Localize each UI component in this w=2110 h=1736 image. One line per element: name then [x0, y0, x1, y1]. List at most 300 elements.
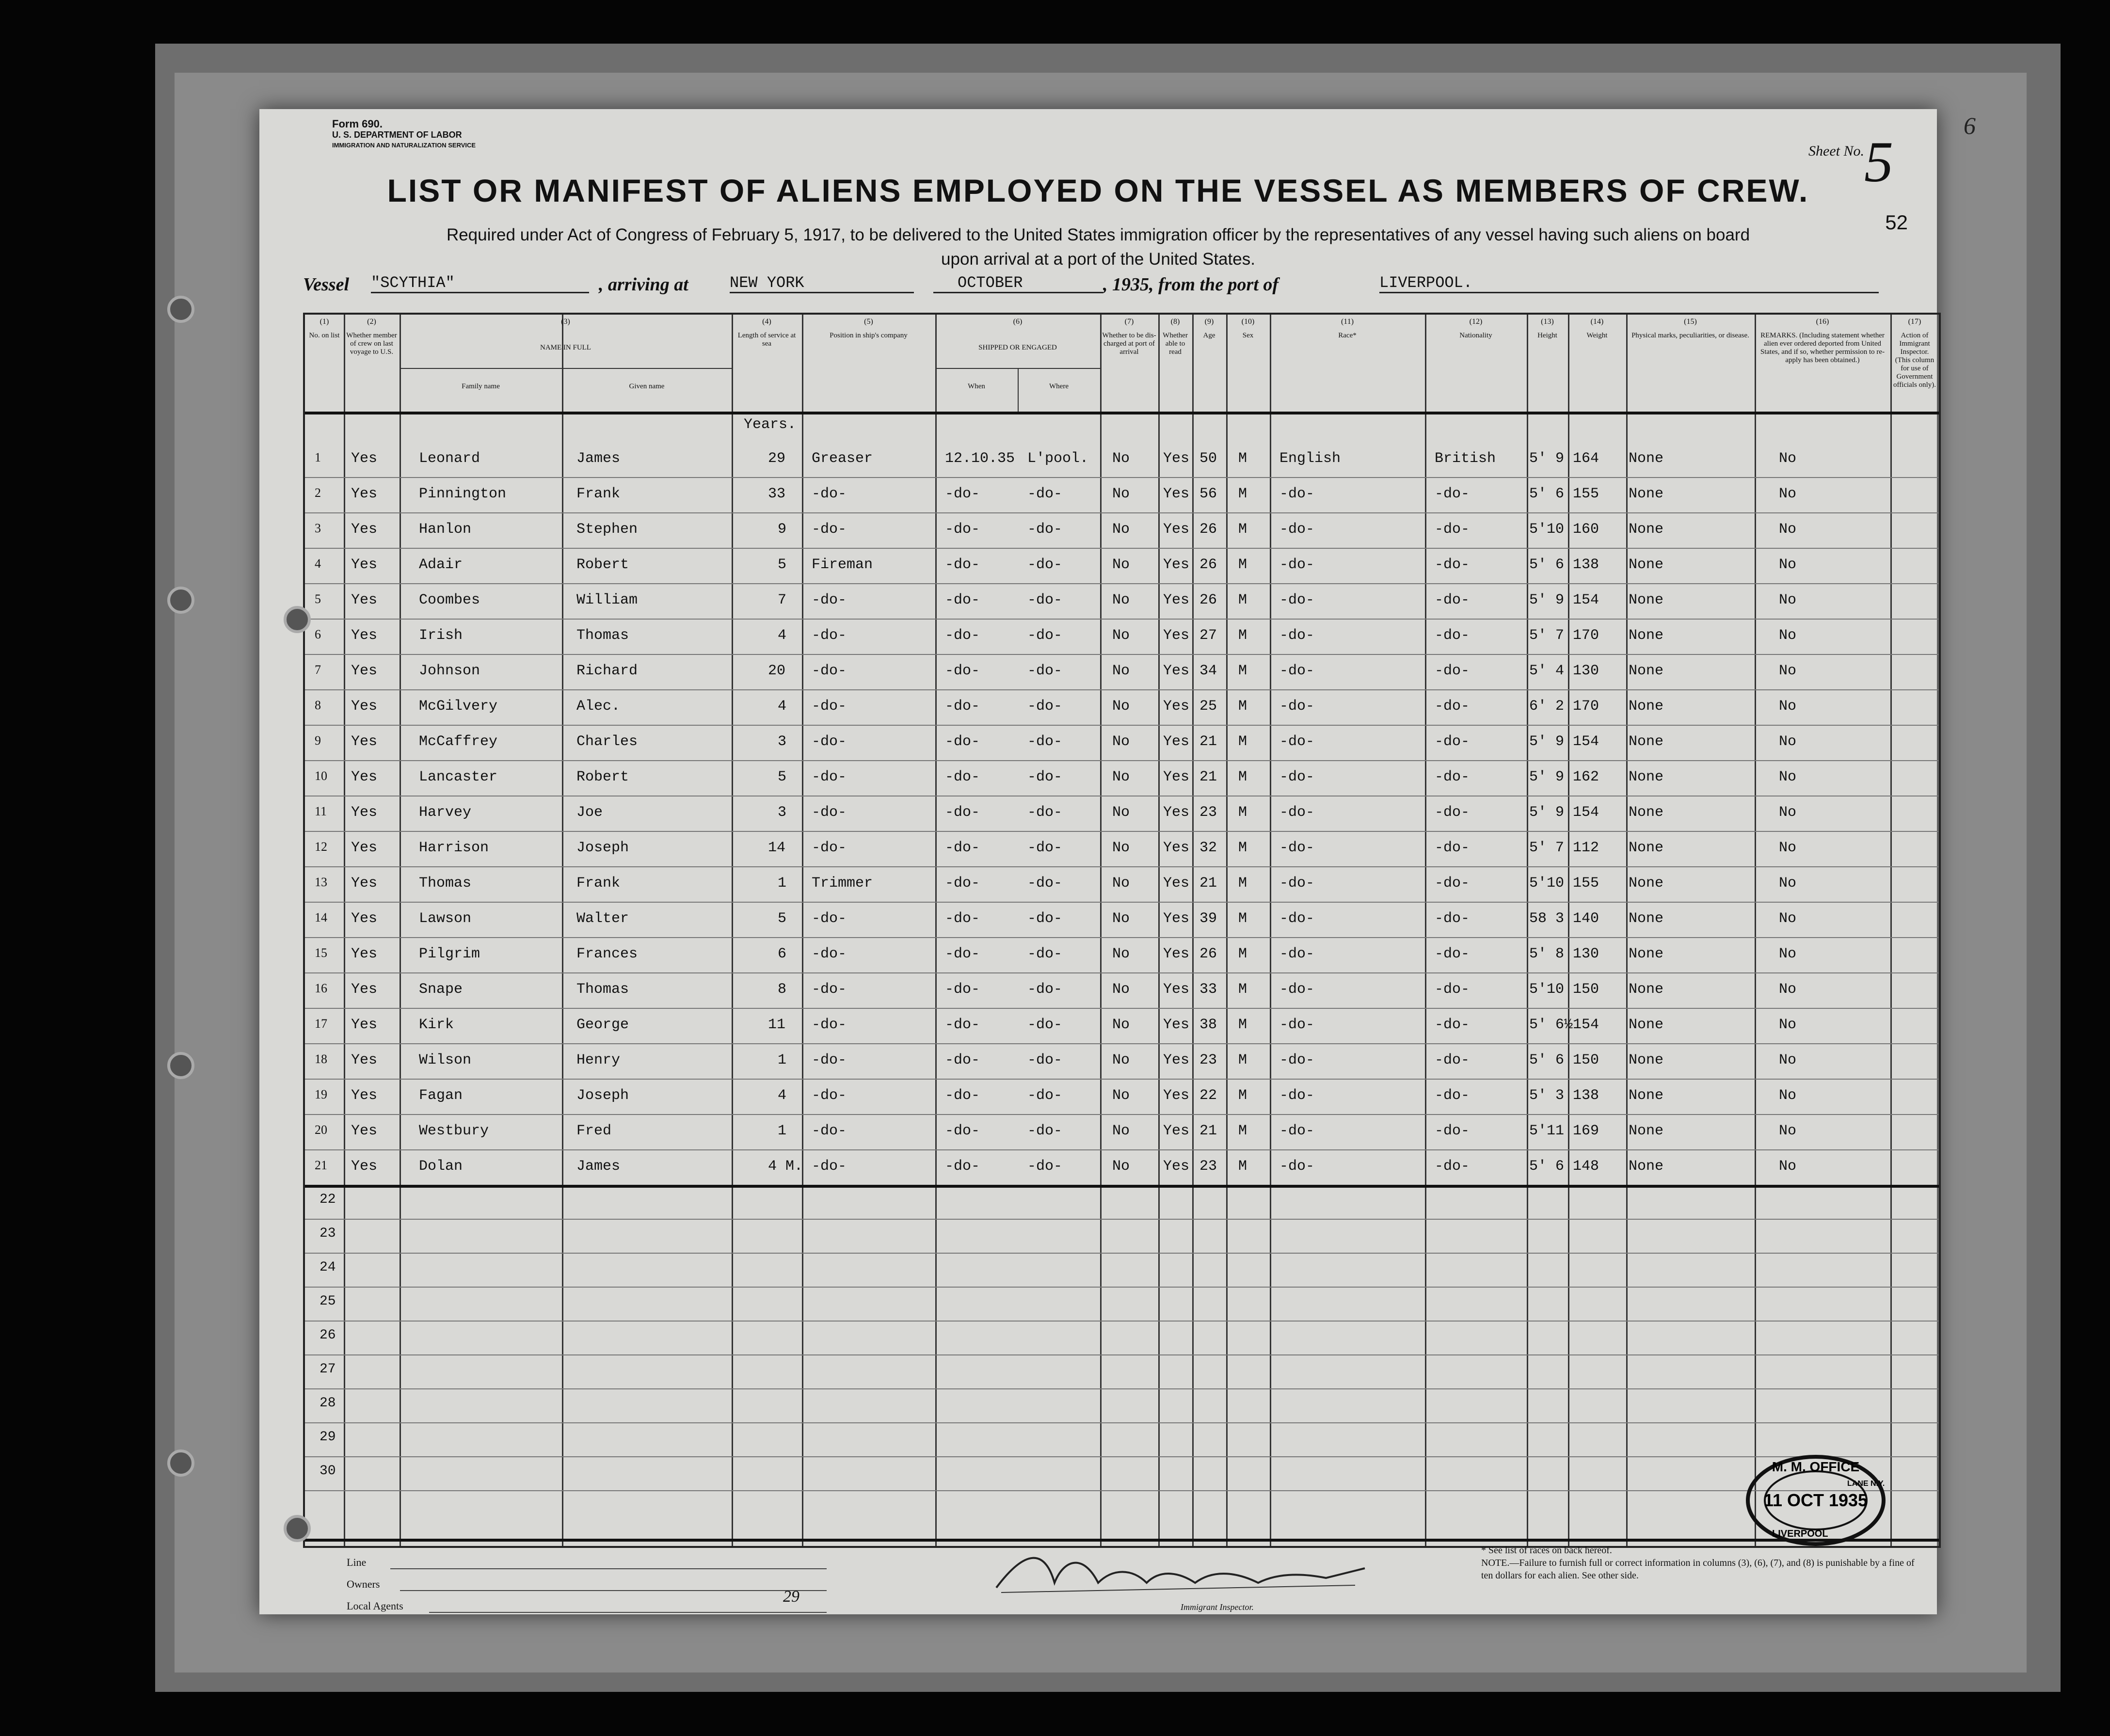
- nationality: -do-: [1435, 663, 1470, 679]
- remarks: No: [1779, 946, 1797, 962]
- weight: 170: [1573, 627, 1599, 644]
- service-length: 7: [778, 592, 787, 608]
- remarks: No: [1779, 557, 1797, 573]
- row-number: 6: [315, 627, 321, 641]
- given-name: Robert: [576, 557, 629, 573]
- height: 5' 6: [1529, 486, 1565, 502]
- column-number: (6): [1013, 318, 1023, 326]
- height: 5'10: [1529, 875, 1565, 892]
- column-header: Sex: [1242, 332, 1254, 339]
- nationality: -do-: [1435, 592, 1470, 608]
- age: 23: [1199, 804, 1217, 821]
- sex: M: [1238, 486, 1247, 502]
- race: -do-: [1279, 981, 1315, 998]
- height: 5' 9: [1529, 769, 1565, 785]
- position: -do-: [812, 733, 847, 750]
- position: -do-: [812, 592, 847, 608]
- empty-row-number: 23: [320, 1226, 336, 1241]
- height: 5' 9: [1529, 804, 1565, 821]
- punch-hole: [284, 606, 311, 633]
- shipped-when: -do-: [945, 521, 980, 538]
- position: -do-: [812, 840, 847, 856]
- given-name: Stephen: [576, 521, 638, 538]
- service-length: 4: [778, 698, 787, 715]
- crew-cell: Yes: [351, 769, 378, 785]
- age: 26: [1199, 521, 1217, 538]
- remarks: No: [1779, 804, 1797, 821]
- position: -do-: [812, 1052, 847, 1068]
- row-rule: [305, 689, 1939, 690]
- height: 5' 9: [1529, 450, 1565, 467]
- given-name: William: [576, 592, 638, 608]
- height: 5' 9: [1529, 733, 1565, 750]
- column-header: Position in ship's company: [830, 332, 908, 339]
- family-name: Fagan: [419, 1087, 463, 1104]
- service-length: 14: [768, 840, 786, 856]
- able-to-read: Yes: [1163, 1087, 1190, 1104]
- position: -do-: [812, 698, 847, 715]
- given-name: George: [576, 1017, 629, 1033]
- stamp-date: 11 OCT 1935: [1763, 1490, 1868, 1510]
- family-name: Lancaster: [419, 769, 498, 785]
- service-length: 5: [778, 769, 787, 785]
- footer-line-label: Line: [347, 1556, 367, 1568]
- column-number: (7): [1124, 318, 1134, 326]
- subheader-divider: [562, 368, 563, 412]
- column-rule: [1527, 315, 1528, 1546]
- column-header: Action of Immigrant Inspector. (This column for use of Government officials only).: [1893, 332, 1936, 389]
- crew-cell: Yes: [351, 1017, 378, 1033]
- crew-cell: Yes: [351, 486, 378, 502]
- column-rule: [732, 315, 733, 1546]
- able-to-read: Yes: [1163, 946, 1190, 962]
- service-length: 3: [778, 733, 787, 750]
- remarks: No: [1779, 769, 1797, 785]
- column-header: Age: [1203, 332, 1215, 339]
- row-number: 3: [315, 521, 321, 535]
- height: 5' 7: [1529, 840, 1565, 856]
- row-rule: [305, 583, 1939, 584]
- column-number: (5): [864, 318, 873, 326]
- able-to-read: Yes: [1163, 875, 1190, 892]
- page-title: LIST OR MANIFEST OF ALIENS EMPLOYED ON THE VESSEL AS MEMBERS OF CREW.: [387, 173, 1809, 208]
- crew-cell: Yes: [351, 981, 378, 998]
- position: -do-: [812, 627, 847, 644]
- footer-agents-rule: [429, 1612, 827, 1613]
- age: 21: [1199, 875, 1217, 892]
- remarks: No: [1779, 1052, 1797, 1068]
- height: 5' 6: [1529, 557, 1565, 573]
- empty-row-number: 29: [320, 1430, 336, 1445]
- race: -do-: [1279, 698, 1315, 715]
- row-number: 11: [315, 804, 327, 818]
- sex: M: [1238, 663, 1247, 679]
- service: IMMIGRATION AND NATURALIZATION SERVICE: [332, 142, 476, 149]
- physical-marks: None: [1629, 1052, 1664, 1068]
- family-name: Adair: [419, 557, 463, 573]
- column-number: (11): [1341, 318, 1354, 326]
- column-rule: [1626, 315, 1628, 1546]
- row-rule: [305, 1253, 1939, 1254]
- empty-row-number: 28: [320, 1396, 336, 1411]
- weight: 140: [1573, 910, 1599, 927]
- service-length: 33: [768, 486, 786, 502]
- row-number: 5: [315, 592, 321, 606]
- column-number: (10): [1241, 318, 1255, 326]
- age: 34: [1199, 663, 1217, 679]
- age: 21: [1199, 733, 1217, 750]
- remarks: No: [1779, 840, 1797, 856]
- handwritten-note: 29: [783, 1588, 799, 1606]
- family-name: Coombes: [419, 592, 480, 608]
- footer-line-rule: [390, 1568, 827, 1569]
- punch-hole: [167, 587, 194, 614]
- crew-cell: Yes: [351, 1087, 378, 1104]
- physical-marks: None: [1629, 521, 1664, 538]
- able-to-read: Yes: [1163, 450, 1190, 467]
- crew-cell: Yes: [351, 663, 378, 679]
- crew-cell: Yes: [351, 840, 378, 856]
- remarks: No: [1779, 1017, 1797, 1033]
- sex: M: [1238, 1087, 1247, 1104]
- age: 39: [1199, 910, 1217, 927]
- physical-marks: None: [1629, 981, 1664, 998]
- shipped-when: -do-: [945, 769, 980, 785]
- physical-marks: None: [1629, 627, 1664, 644]
- column-rule: [802, 315, 803, 1546]
- height: 5' 6: [1529, 1052, 1565, 1068]
- sex: M: [1238, 627, 1247, 644]
- row-number: 14: [315, 910, 327, 924]
- race: -do-: [1279, 1017, 1315, 1033]
- nationality: -do-: [1435, 627, 1470, 644]
- family-name: Pinnington: [419, 486, 507, 502]
- weight: 154: [1573, 592, 1599, 608]
- family-name: Thomas: [419, 875, 472, 892]
- family-name: Harvey: [419, 804, 472, 821]
- row-rule: [305, 902, 1939, 903]
- service-length: 5: [778, 557, 787, 573]
- nationality: -do-: [1435, 521, 1470, 538]
- stamp-right-text: LANE N.Y.: [1847, 1480, 1885, 1488]
- height: 5' 9: [1529, 592, 1565, 608]
- physical-marks: None: [1629, 1017, 1664, 1033]
- discharge: No: [1112, 663, 1130, 679]
- shipped-when: -do-: [945, 1052, 980, 1068]
- crew-cell: Yes: [351, 592, 378, 608]
- departure-port: LIVERPOOL.: [1379, 274, 1879, 293]
- column-header: No. on list: [309, 332, 340, 339]
- race: English: [1279, 450, 1341, 467]
- arrival-month: OCTOBER: [933, 274, 1103, 293]
- race: -do-: [1279, 592, 1315, 608]
- page-subtitle: Required under Act of Congress of February 5, 1917, to be delivered to the United States immigration officer by the representatives of any vessel having such aliens on board upon arrival at a port of the United States.: [446, 225, 1750, 269]
- discharge: No: [1112, 627, 1130, 644]
- nationality: -do-: [1435, 733, 1470, 750]
- able-to-read: Yes: [1163, 663, 1190, 679]
- header-rule: [305, 412, 1939, 414]
- discharge: No: [1112, 946, 1130, 962]
- page-number: 52: [1885, 211, 1908, 234]
- remarks: No: [1779, 698, 1797, 715]
- subcolumn-header: Where: [1049, 382, 1069, 390]
- able-to-read: Yes: [1163, 804, 1190, 821]
- discharge: No: [1112, 910, 1130, 927]
- column-rule: [1192, 315, 1194, 1546]
- height: 5' 4: [1529, 663, 1565, 679]
- empty-row-number: 24: [320, 1260, 336, 1275]
- family-name: Snape: [419, 981, 463, 998]
- column-number: (15): [1684, 318, 1697, 326]
- weight: 154: [1573, 804, 1599, 821]
- age: 23: [1199, 1158, 1217, 1175]
- weight: 170: [1573, 698, 1599, 715]
- end-of-entries-rule: [305, 1185, 1939, 1188]
- row-rule: [305, 760, 1939, 761]
- shipped-when: -do-: [945, 1087, 980, 1104]
- crew-cell: Yes: [351, 804, 378, 821]
- row-rule: [305, 1287, 1939, 1288]
- sex: M: [1238, 521, 1247, 538]
- row-rule: [305, 1321, 1939, 1322]
- position: -do-: [812, 486, 847, 502]
- sex: M: [1238, 733, 1247, 750]
- column-rule: [1270, 315, 1271, 1546]
- physical-marks: None: [1629, 946, 1664, 962]
- column-number: (16): [1816, 318, 1829, 326]
- row-rule: [305, 654, 1939, 655]
- remarks: No: [1779, 450, 1797, 467]
- sex: M: [1238, 1123, 1247, 1139]
- race: -do-: [1279, 910, 1315, 927]
- remarks: No: [1779, 627, 1797, 644]
- age: 26: [1199, 946, 1217, 962]
- nationality: -do-: [1435, 1017, 1470, 1033]
- empty-row-number: 27: [320, 1362, 336, 1377]
- shipped-where: -do-: [1027, 733, 1063, 750]
- column-header: Race*: [1338, 332, 1357, 339]
- height: 5' 7: [1529, 627, 1565, 644]
- race: -do-: [1279, 1123, 1315, 1139]
- weight: 154: [1573, 1017, 1599, 1033]
- height: 5' 8: [1529, 946, 1565, 962]
- crew-cell: Yes: [351, 627, 378, 644]
- age: 21: [1199, 769, 1217, 785]
- sex: M: [1238, 910, 1247, 927]
- physical-marks: None: [1629, 557, 1664, 573]
- age: 21: [1199, 1123, 1217, 1139]
- family-name: Pilgrim: [419, 946, 480, 962]
- weight: 138: [1573, 1087, 1599, 1104]
- race: -do-: [1279, 804, 1315, 821]
- shipped-where: -do-: [1027, 486, 1063, 502]
- physical-marks: None: [1629, 592, 1664, 608]
- crew-cell: Yes: [351, 875, 378, 892]
- race: -do-: [1279, 875, 1315, 892]
- sex: M: [1238, 875, 1247, 892]
- discharge: No: [1112, 1123, 1130, 1139]
- physical-marks: None: [1629, 910, 1664, 927]
- family-name: Wilson: [419, 1052, 472, 1068]
- family-name: Kirk: [419, 1017, 454, 1033]
- service-length: 8: [778, 981, 787, 998]
- weight: 162: [1573, 769, 1599, 785]
- sheet-label: Sheet No.: [1808, 143, 1864, 159]
- shipped-where: -do-: [1027, 698, 1063, 715]
- race: -do-: [1279, 627, 1315, 644]
- subcolumn-header: Family name: [462, 382, 500, 390]
- able-to-read: Yes: [1163, 1017, 1190, 1033]
- sex: M: [1238, 592, 1247, 608]
- footer-note: [1481, 1544, 1918, 1582]
- race: -do-: [1279, 1087, 1315, 1104]
- race: -do-: [1279, 946, 1315, 962]
- column-number: (2): [367, 318, 376, 326]
- weight: 155: [1573, 875, 1599, 892]
- remarks: No: [1779, 910, 1797, 927]
- column-number: (17): [1908, 318, 1921, 326]
- column-rule: [1425, 315, 1426, 1546]
- given-name: Fred: [576, 1123, 612, 1139]
- row-rule: [305, 831, 1939, 832]
- year-label: , 1935, from the port of: [1103, 274, 1279, 295]
- given-name: Joseph: [576, 840, 629, 856]
- shipped-when: -do-: [945, 804, 980, 821]
- service-length: 1: [778, 875, 787, 892]
- shipped-when: -do-: [945, 1158, 980, 1175]
- remarks: No: [1779, 733, 1797, 750]
- empty-row-number: 22: [320, 1192, 336, 1207]
- service-length: 4 M.: [768, 1158, 803, 1175]
- discharge: No: [1112, 1087, 1130, 1104]
- shipped-where: -do-: [1027, 981, 1063, 998]
- physical-marks: None: [1629, 698, 1664, 715]
- nationality: -do-: [1435, 557, 1470, 573]
- race: -do-: [1279, 1052, 1315, 1068]
- height: 5'10: [1529, 981, 1565, 998]
- discharge: No: [1112, 840, 1130, 856]
- discharge: No: [1112, 875, 1130, 892]
- crew-cell: Yes: [351, 698, 378, 715]
- sex: M: [1238, 557, 1247, 573]
- physical-marks: None: [1629, 450, 1664, 467]
- row-number: 7: [315, 663, 321, 677]
- family-name: McGilvery: [419, 698, 498, 715]
- given-name: Alec.: [576, 698, 621, 715]
- subheader-rule: [400, 368, 732, 369]
- race: -do-: [1279, 521, 1315, 538]
- family-name: Irish: [419, 627, 463, 644]
- physical-marks: None: [1629, 1158, 1664, 1175]
- position: -do-: [812, 981, 847, 998]
- inspector-label: Immigrant Inspector.: [1181, 1602, 1254, 1612]
- row-rule: [305, 619, 1939, 620]
- row-number: 12: [315, 840, 327, 854]
- column-rule: [400, 315, 401, 1546]
- column-header: Whether to be dis-charged at port of arrival: [1102, 332, 1156, 356]
- shipped-when: -do-: [945, 910, 980, 927]
- shipped-when: -do-: [945, 946, 980, 962]
- column-rule: [1890, 315, 1892, 1546]
- race: -do-: [1279, 557, 1315, 573]
- nationality: -do-: [1435, 486, 1470, 502]
- nationality: -do-: [1435, 1087, 1470, 1104]
- weight: 164: [1573, 450, 1599, 467]
- shipped-where: -do-: [1027, 1158, 1063, 1175]
- row-rule: [305, 1490, 1939, 1491]
- able-to-read: Yes: [1163, 698, 1190, 715]
- service-length: 11: [768, 1017, 786, 1033]
- row-rule: [305, 512, 1939, 513]
- race: -do-: [1279, 769, 1315, 785]
- given-name: Frank: [576, 875, 621, 892]
- nationality: -do-: [1435, 840, 1470, 856]
- shipped-where: -do-: [1027, 875, 1063, 892]
- family-name: Johnson: [419, 663, 480, 679]
- stamp-org: M. M. OFFICE: [1772, 1459, 1860, 1474]
- service-length: 1: [778, 1052, 787, 1068]
- stamp-left-text: LIVERPOOL: [1772, 1529, 1828, 1539]
- column-rule: [1158, 315, 1160, 1546]
- position: -do-: [812, 769, 847, 785]
- discharge: No: [1112, 1052, 1130, 1068]
- service-length: 1: [778, 1123, 787, 1139]
- position: Fireman: [812, 557, 873, 573]
- races-note: * See list of races on back hereof.: [1481, 1545, 1612, 1556]
- column-number: (4): [762, 318, 771, 326]
- race: -do-: [1279, 733, 1315, 750]
- able-to-read: Yes: [1163, 981, 1190, 998]
- family-name: Harrison: [419, 840, 489, 856]
- shipped-where: -do-: [1027, 627, 1063, 644]
- nationality: British: [1435, 450, 1496, 467]
- position: Trimmer: [812, 875, 873, 892]
- shipped-where: L'pool.: [1027, 450, 1089, 467]
- discharge: No: [1112, 521, 1130, 538]
- age: 33: [1199, 981, 1217, 998]
- column-header: REMARKS. (Including statement whether alien ever ordered deported from United States, and if so, whether permission to re-apply has been obtained.): [1760, 332, 1885, 364]
- age: 38: [1199, 1017, 1217, 1033]
- row-rule: [305, 937, 1939, 938]
- crew-cell: Yes: [351, 946, 378, 962]
- height: 5' 6½: [1529, 1017, 1573, 1033]
- vessel-label: Vessel: [303, 274, 349, 295]
- age: 26: [1199, 557, 1217, 573]
- shipped-where: -do-: [1027, 1052, 1063, 1068]
- column-header: Height: [1537, 332, 1557, 339]
- service-length: 29: [768, 450, 786, 467]
- service-length: 20: [768, 663, 786, 679]
- punch-hole: [167, 1052, 194, 1079]
- height: 5'11: [1529, 1123, 1565, 1139]
- able-to-read: Yes: [1163, 521, 1190, 538]
- nationality: -do-: [1435, 769, 1470, 785]
- row-rule: [305, 1354, 1939, 1355]
- column-header: SHIPPED OR ENGAGED: [978, 344, 1057, 351]
- discharge: No: [1112, 981, 1130, 998]
- punch-hole: [284, 1515, 311, 1542]
- physical-marks: None: [1629, 769, 1664, 785]
- able-to-read: Yes: [1163, 769, 1190, 785]
- row-number: 19: [315, 1087, 327, 1101]
- row-rule: [305, 1079, 1939, 1080]
- column-rule: [1755, 315, 1756, 1546]
- column-number: (9): [1204, 318, 1214, 326]
- service-length: 6: [778, 946, 787, 962]
- family-name: Leonard: [419, 450, 480, 467]
- nationality: -do-: [1435, 1052, 1470, 1068]
- crew-cell: Yes: [351, 450, 378, 467]
